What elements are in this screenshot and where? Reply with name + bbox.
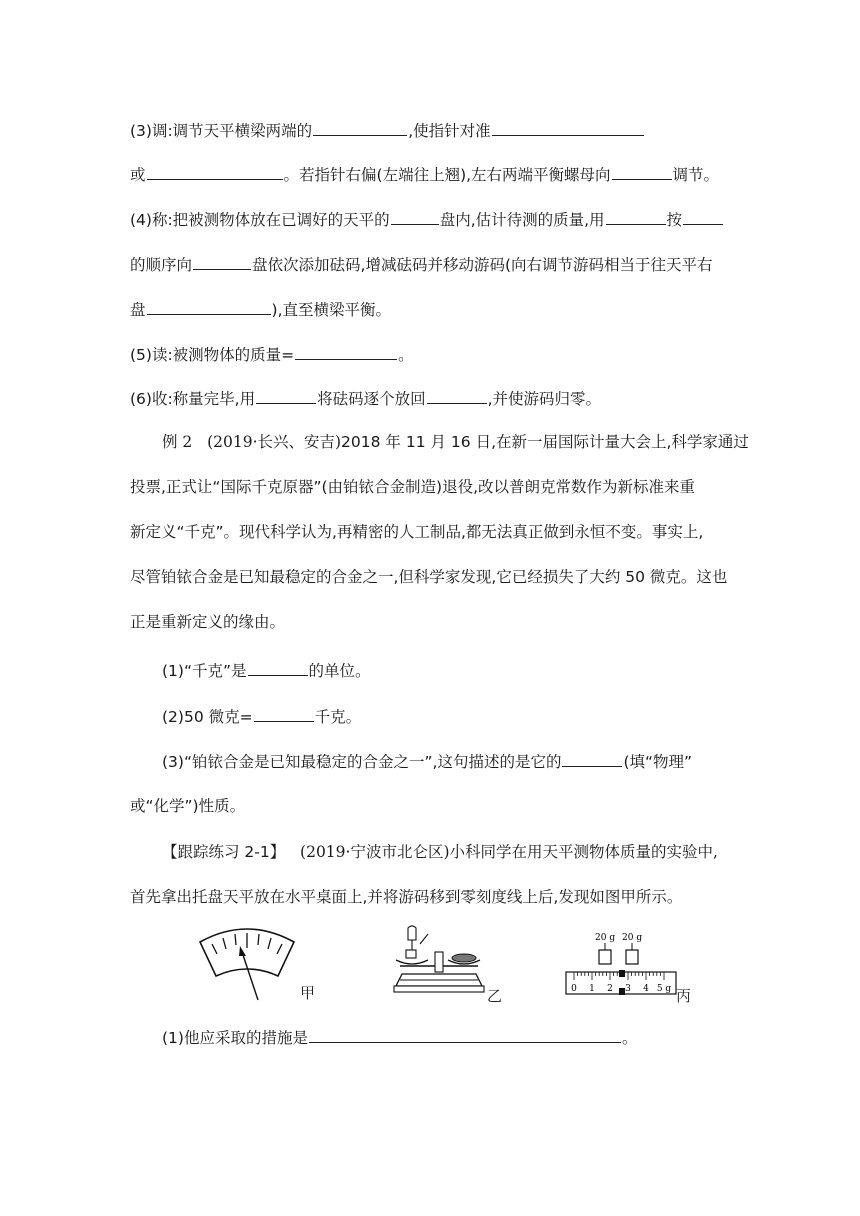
answer-blank[interactable] xyxy=(295,341,397,360)
ruler-tick-label: 4 xyxy=(643,984,649,994)
answer-blank[interactable] xyxy=(248,657,308,676)
q4-line1: (4)称:把被测物体放在已调好的天平的 盘内,估计待测的质量,用 按 xyxy=(130,206,724,232)
rider-marker xyxy=(619,970,625,977)
tray-balance-figure xyxy=(390,922,490,998)
answer-blank[interactable] xyxy=(612,161,672,180)
example2-line2: 投票,正式让“国际千克原器”(由铂铱合金制造)退役,改以普朗克常数作为新标准来重 xyxy=(130,478,696,496)
ruler-tick-label: 5 g xyxy=(656,984,672,994)
answer-blank[interactable] xyxy=(313,117,407,136)
answer-blank[interactable] xyxy=(309,1024,621,1043)
answer-blank[interactable] xyxy=(427,385,487,404)
answer-blank[interactable] xyxy=(147,296,271,315)
final-question: (1)他应采取的措施是 。 xyxy=(162,1024,637,1050)
example-label: 例 2 xyxy=(162,433,193,451)
figure-label-bing: 丙 xyxy=(676,987,692,1005)
q6-line: (6)收:称量完毕,用 将砝码逐个放回 ,并使游码归零。 xyxy=(130,385,601,411)
example2-line4: 尽管铂铱合金是已知最稳定的合金之一,但科学家发现,它已经损失了大约 50 微克。这也 xyxy=(130,568,728,586)
example-source: (2019·长兴、安吉) xyxy=(207,433,342,451)
example2-q2: (2)50 微克= 千克。 xyxy=(162,703,361,729)
example2-line5: 正是重新定义的缘由。 xyxy=(130,613,286,631)
rider-marker xyxy=(619,988,625,995)
follow-line1: 【跟踪练习 2-1】 (2019·宁波市北仑区)小科同学在用天平测物体质量的实验中, xyxy=(162,843,718,861)
example2-line1: 例 2 (2019·长兴、安吉)2018 年 11 月 16 日,在新一届国际计量大会上,科学家通过 xyxy=(162,433,749,451)
figure-label-yi: 乙 xyxy=(487,987,503,1005)
q3-line2: 或 。若指针右偏(左端往上翘),左右两端平衡螺母向 调节。 xyxy=(130,161,719,187)
weights-and-rider-figure xyxy=(562,930,682,998)
answer-blank[interactable] xyxy=(492,117,644,136)
pointer-dial-figure xyxy=(190,918,305,1003)
example2-line3: 新定义“千克”。现代科学认为,再精密的人工制品,都无法真正做到永恒不变。事实上, xyxy=(130,523,704,541)
figure-label-jia: 甲 xyxy=(300,984,316,1002)
answer-blank[interactable] xyxy=(683,206,723,225)
q3-line1: (3)调:调节天平横梁两端的 ,使指针对准 xyxy=(130,117,645,143)
ruler-tick-label: 3 xyxy=(625,984,631,994)
ruler-tick-label: 1 xyxy=(589,984,595,994)
answer-blank[interactable] xyxy=(391,206,439,225)
example2-q3-line2: 或“化学”)性质。 xyxy=(130,797,246,815)
follow-line2: 首先拿出托盘天平放在水平桌面上,并将游码移到零刻度线上后,发现如图甲所示。 xyxy=(130,888,683,906)
answer-blank[interactable] xyxy=(254,703,314,722)
ruler-tick-label: 2 xyxy=(607,984,613,994)
follow-label: 【跟踪练习 2-1】 xyxy=(162,843,286,861)
weight-label: 20 g xyxy=(595,933,616,943)
weight-block xyxy=(599,950,611,964)
weight-label: 20 g xyxy=(622,933,643,943)
pointer-arrow-icon xyxy=(239,946,246,956)
answer-blank[interactable] xyxy=(256,385,316,404)
q4-line3: 盘 ),直至横梁平衡。 xyxy=(130,296,391,322)
answer-blank[interactable] xyxy=(606,206,666,225)
example2-q1: (1)“千克”是 的单位。 xyxy=(162,657,371,683)
q4-line2: 的顺序向 盘依次添加砝码,增减砝码并移动游码(向右调节游码相当于往天平右 xyxy=(130,251,713,277)
example2-q3: (3)“铂铱合金是已知最稳定的合金之一”,这句描述的是它的 (填“物理” xyxy=(162,748,692,774)
q5-line: (5)读:被测物体的质量= 。 xyxy=(130,341,414,367)
weight-block xyxy=(626,950,638,964)
ruler-tick-label: 0 xyxy=(571,984,577,994)
answer-blank[interactable] xyxy=(562,748,622,767)
answer-blank[interactable] xyxy=(147,161,283,180)
answer-blank[interactable] xyxy=(193,251,251,270)
